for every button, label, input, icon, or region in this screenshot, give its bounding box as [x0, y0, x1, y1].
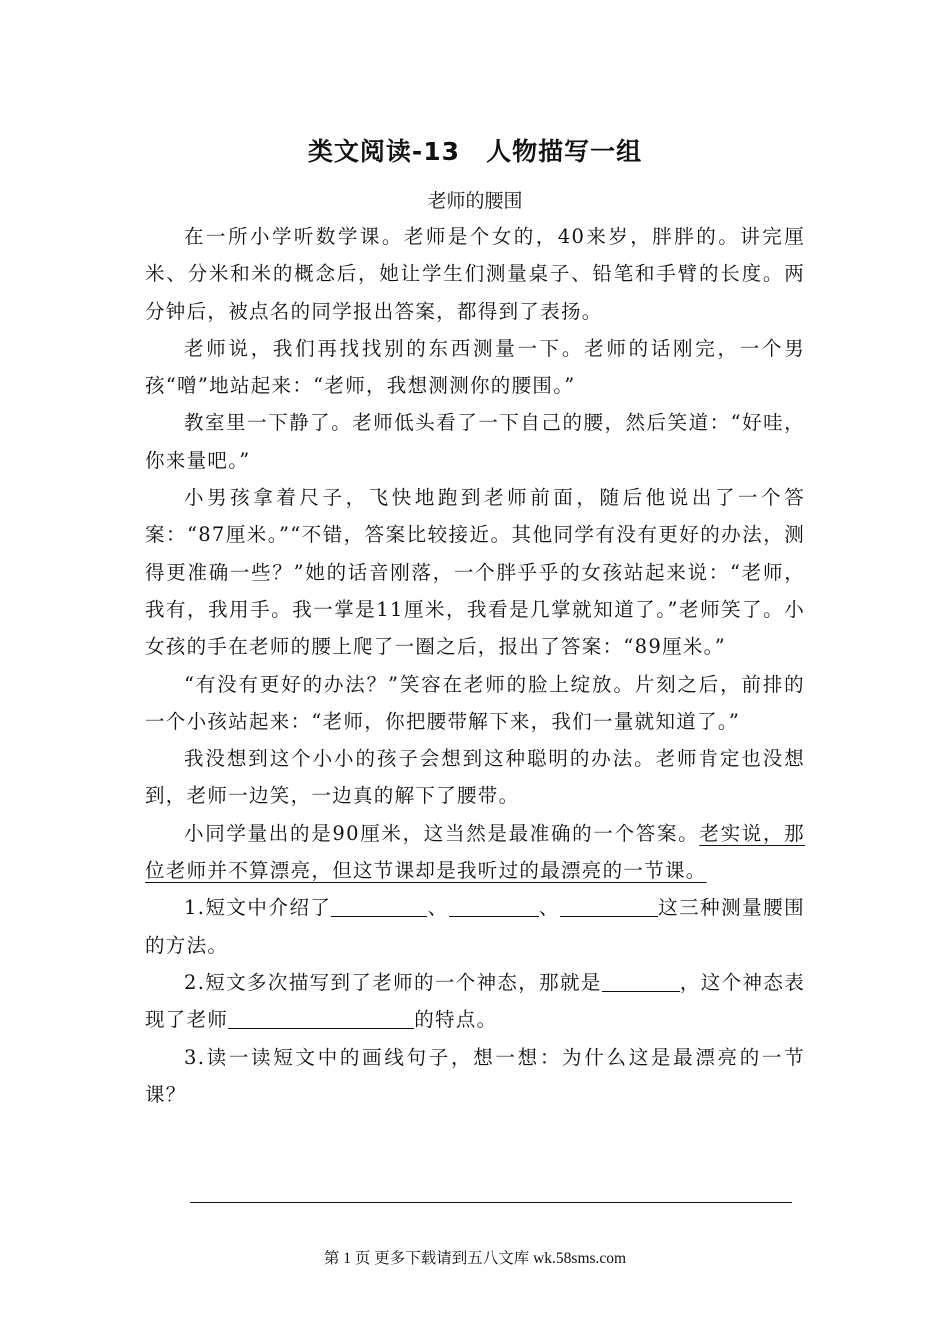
answer-blank-4[interactable] — [602, 967, 680, 992]
page-footer: 第 1 页 更多下载请到五八文库 wk.58sms.com — [323, 1250, 627, 1267]
article-title: 老师的腰围 — [427, 190, 523, 212]
paragraph-6: 我没想到这个小小的孩子会想到这种聪明的办法。老师肯定也没想到，老师一边笑，一边真的解下了腰带。 — [145, 747, 805, 808]
question-1-prefix: 1.短文中介绍了 — [184, 896, 332, 920]
paragraph-5: “有没有更好的办法？”笑容在老师的脸上绽放。片刻之后，前排的一个小孩站起来：“老师，你把腰带解下来，我们一量就知道了。” — [145, 672, 805, 733]
answer-line[interactable] — [190, 1202, 792, 1203]
question-2-mid: ，这个神态表现了老师 — [145, 970, 805, 1032]
underlined-sentence: 老实说，那位老师并不算漂亮，但这节课却是我听过的最漂亮的一节课。 — [145, 821, 805, 883]
paragraph-4: 小男孩拿着尺子，飞快地跑到老师前面，随后他说出了一个答案：“87厘米。”“不错，答案比较接近。其他同学有没有更好的办法，测得更准确一些？”她的话音刚落，一个胖乎乎的女孩站起来说：“老师，我有，我用手。我一掌是11厘米，我看是几掌就知道了。”老师笑了。小女孩的手在老师的腰上爬了一圈之后，报出了答案：“89厘米。” — [145, 486, 805, 659]
page-title: 类文阅读-13 人物描写一组 — [307, 137, 643, 166]
answer-blank-5[interactable] — [228, 1004, 414, 1029]
answer-blank-2[interactable] — [449, 892, 539, 917]
question-1-sep2: 、 — [538, 896, 560, 920]
answer-blank-1[interactable] — [331, 892, 427, 917]
question-2-prefix: 2.短文多次描写到了老师的一个神态，那就是 — [184, 970, 602, 994]
paragraph-3: 教室里一下静了。老师低头看了一下自己的腰，然后笑道：“好哇，你来量吧。” — [145, 411, 805, 472]
article-body — [145, 218, 805, 1113]
question-2-suffix: 的特点。 — [414, 1008, 498, 1032]
question-1 — [145, 889, 805, 964]
paragraph-7-plain: 小同学量出的是90厘米，这当然是最准确的一个答案。 — [184, 821, 700, 845]
question-3: 3.读一读短文中的画线句子，想一想：为什么这是最漂亮的一节课？ — [145, 1045, 805, 1106]
question-1-suffix: 这三种测量腰围的方法。 — [145, 896, 805, 957]
question-1-sep1: 、 — [427, 896, 449, 920]
paragraph-1: 在一所小学听数学课。老师是个女的，40来岁，胖胖的。讲完厘米、分米和米的概念后，她让学生们测量桌子、铅笔和手臂的长度。两分钟后，被点名的同学报出答案，都得到了表扬。 — [145, 225, 805, 323]
paragraph-7 — [145, 815, 805, 890]
answer-blank-3[interactable] — [560, 892, 658, 917]
question-2 — [145, 964, 805, 1039]
paragraph-2: 老师说，我们再找找别的东西测量一下。老师的话刚完，一个男孩“噌”地站起来：“老师，我想测测你的腰围。” — [145, 336, 805, 398]
